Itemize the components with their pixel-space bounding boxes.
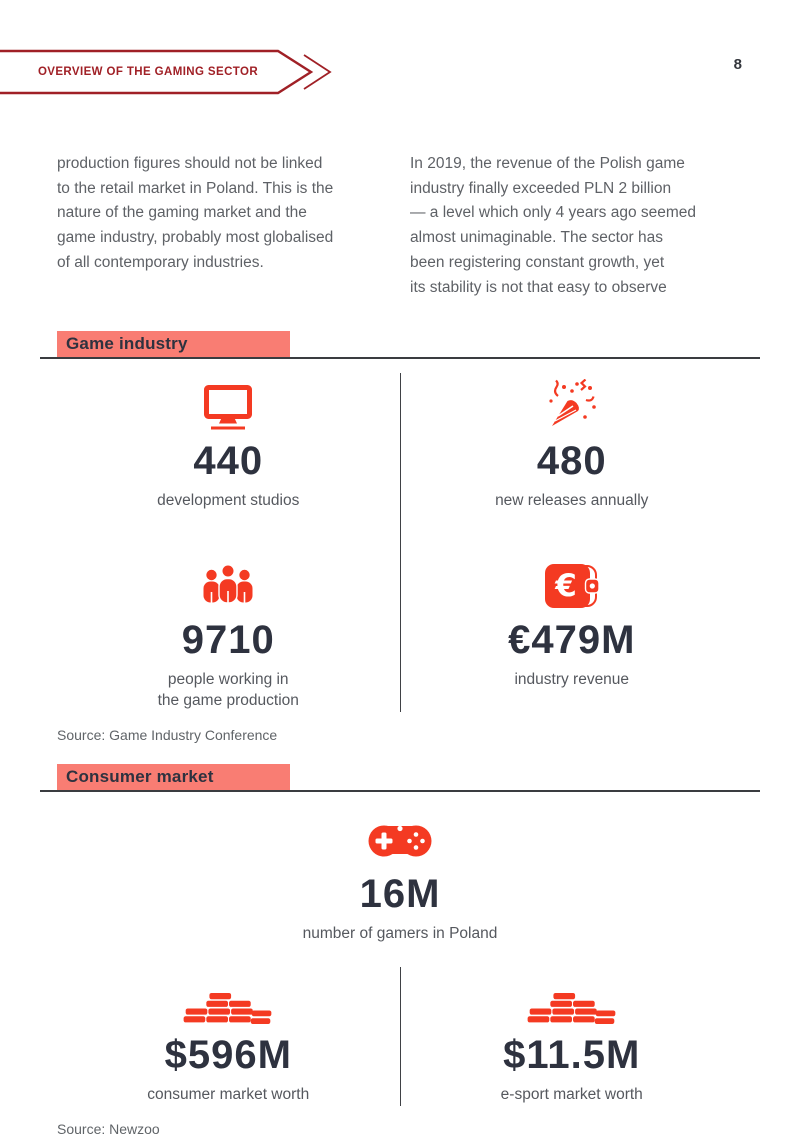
stat-label: e-sport market worth	[500, 1085, 643, 1103]
stat-industry-revenue	[401, 552, 744, 691]
section-banner-title: OVERVIEW OF THE GAMING SECTOR	[37, 66, 259, 78]
stat-value: $596M	[164, 1032, 292, 1077]
text-line: In 2019, the revenue of the Polish game	[410, 155, 685, 172]
stat-consumer-market-worth	[57, 967, 400, 1106]
wallet-icon	[543, 552, 601, 610]
game-industry-source: Source: Game Industry Conference	[57, 726, 278, 743]
game-industry-stats	[57, 373, 743, 712]
text-line: game industry, probably most globalised	[57, 229, 334, 247]
page-number: 8	[733, 56, 742, 73]
stat-people-working	[57, 552, 400, 712]
intro-right-paragraph	[410, 152, 740, 300]
stat-value: 480	[536, 439, 607, 484]
stats-right-column	[401, 373, 744, 712]
text-line: production figures should not be linked	[57, 155, 323, 172]
stat-value: 9710	[181, 618, 275, 663]
consumer-market-header	[40, 764, 760, 792]
text-line: been registering constant growth, yet	[410, 253, 665, 271]
stats-right-column	[401, 967, 744, 1106]
consumer-market-source: Source: Newzoo	[57, 1120, 160, 1137]
stat-gamers-in-poland	[0, 806, 800, 945]
text-line: of all contemporary industries.	[57, 253, 264, 271]
game-industry-title: Game industry	[57, 331, 290, 357]
stat-label: new releases annually	[495, 492, 649, 510]
text-line: almost unimaginable. The sector has	[410, 229, 664, 247]
text-line: industry finally exceeded PLN 2 billion	[410, 179, 672, 197]
stat-label: people working in the game production	[157, 671, 299, 710]
stat-value: 16M	[359, 871, 441, 916]
stat-esport-market-worth	[401, 967, 744, 1106]
money-stack-icon	[526, 967, 618, 1025]
stats-left-column	[57, 967, 401, 1106]
consumer-market-stats	[57, 967, 743, 1106]
money-stack-icon	[182, 967, 274, 1025]
stat-value: 440	[193, 439, 264, 484]
stat-value: $11.5M	[503, 1032, 641, 1077]
people-icon	[201, 552, 255, 610]
stat-label: industry revenue	[514, 671, 630, 689]
text-line: — a level which only 4 years ago seemed	[410, 204, 697, 222]
intro-paragraphs	[57, 152, 740, 300]
page-header	[0, 0, 800, 150]
stat-label: number of gamers in Poland	[302, 924, 498, 942]
text-line: its stability is not that easy to observe	[410, 278, 667, 296]
stat-new-releases	[401, 373, 744, 512]
text-line: nature of the gaming market and the	[57, 204, 307, 222]
monitor-icon	[204, 373, 252, 431]
svg-text:€: €	[554, 568, 577, 605]
game-industry-header	[40, 331, 760, 359]
stat-development-studios	[57, 373, 400, 512]
stat-label: development studios	[157, 492, 300, 510]
party-popper-icon	[545, 373, 599, 431]
gamepad-icon	[368, 806, 432, 864]
stat-label: consumer market worth	[147, 1085, 310, 1103]
consumer-market-title: Consumer market	[57, 764, 290, 790]
intro-left-paragraph	[57, 152, 387, 300]
text-line: to the retail market in Poland. This is the	[57, 179, 334, 197]
stat-value: €479M	[508, 618, 636, 663]
stats-left-column	[57, 373, 401, 712]
